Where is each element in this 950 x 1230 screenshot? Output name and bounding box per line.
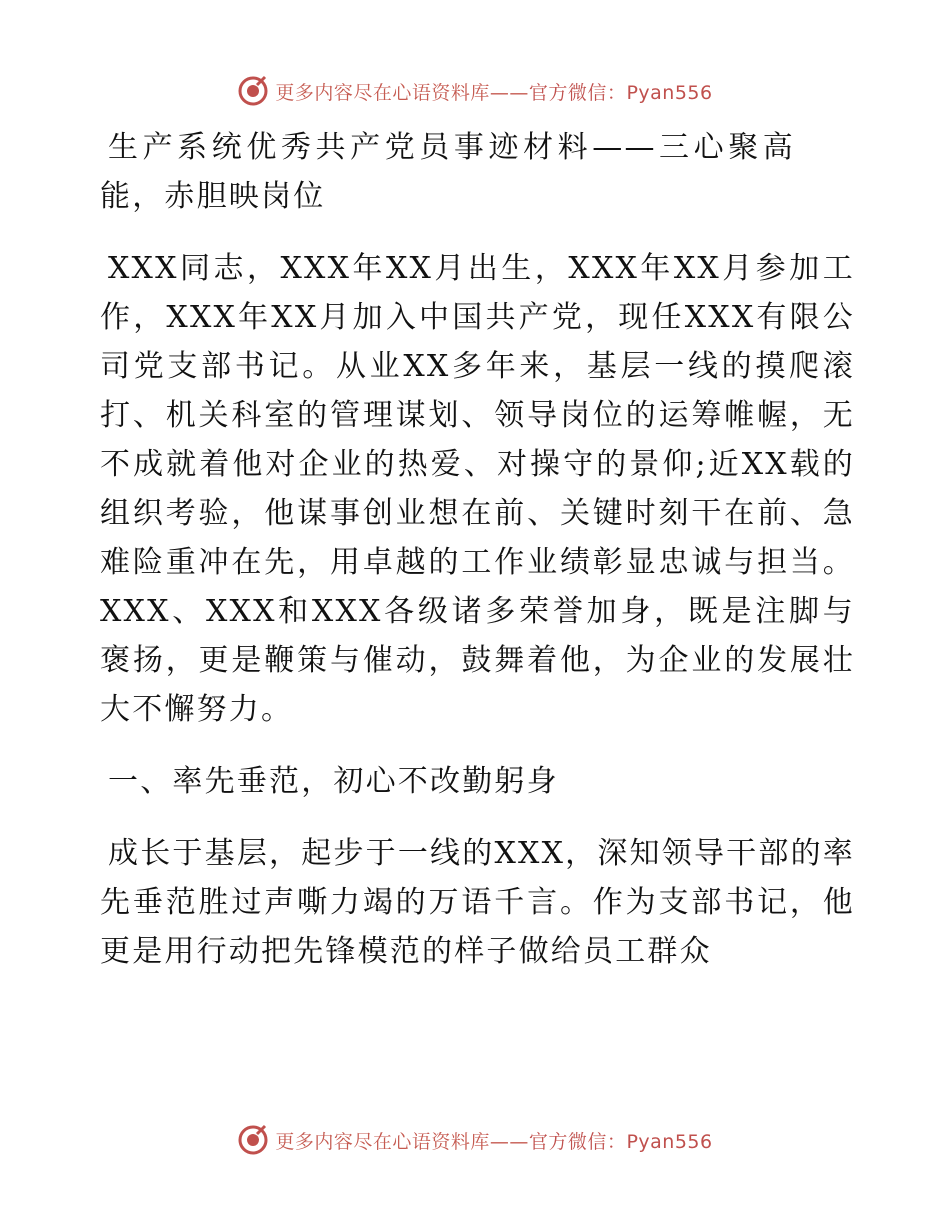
section-heading-1: 一、率先垂范，初心不改勤躬身	[108, 764, 559, 799]
document-title: 生产系统优秀共产党员事迹材料——三心聚高能，赤胆映岗位	[100, 130, 795, 214]
watermark-separator: ——	[489, 81, 529, 104]
watermark-main-text: 更多内容尽在心语资料库	[275, 81, 490, 104]
section-1-paragraph: 成长于基层，起步于一线的XXX，深知领导干部的率先垂范胜过声嘶力竭的万语千言。作为支部书记，他更是用行动把先锋模范的样子做给员工群众	[100, 836, 855, 969]
watermark-official-text: 官方微信：	[528, 1130, 627, 1153]
watermark-wechat-id: Pyan556	[626, 81, 713, 104]
watermark-separator: ——	[489, 1130, 529, 1153]
seal-logo-icon	[237, 75, 269, 107]
document-body	[100, 123, 855, 976]
seal-logo-icon	[237, 1124, 269, 1156]
watermark-official-text: 官方微信：	[528, 81, 627, 104]
footer-watermark	[0, 1120, 950, 1160]
watermark-wechat-id: Pyan556	[626, 1130, 713, 1153]
header-watermark	[0, 71, 950, 111]
watermark-main-text: 更多内容尽在心语资料库	[275, 1130, 490, 1153]
intro-paragraph: XXX同志，XXX年XX月出生，XXX年XX月参加工作，XXX年XX月加入中国共产党，现任XXX有限公司党支部书记。从业XX多年来，基层一线的摸爬滚打、机关科室的管理谋划、领导岗位的运筹帷幄，无不成就着他对企业的热爱、对操守的景仰;近XX载的组织考验，他谋事创业想在前、关键时刻干在前、急难险重冲在先，用卓越的工作业绩彰显忠诚与担当。XXX、XXX和XXX各级诸多荣誉加身，既是注脚与褒扬，更是鞭策与催动，鼓舞着他，为企业的发展壮大不懈努力。	[100, 251, 855, 727]
